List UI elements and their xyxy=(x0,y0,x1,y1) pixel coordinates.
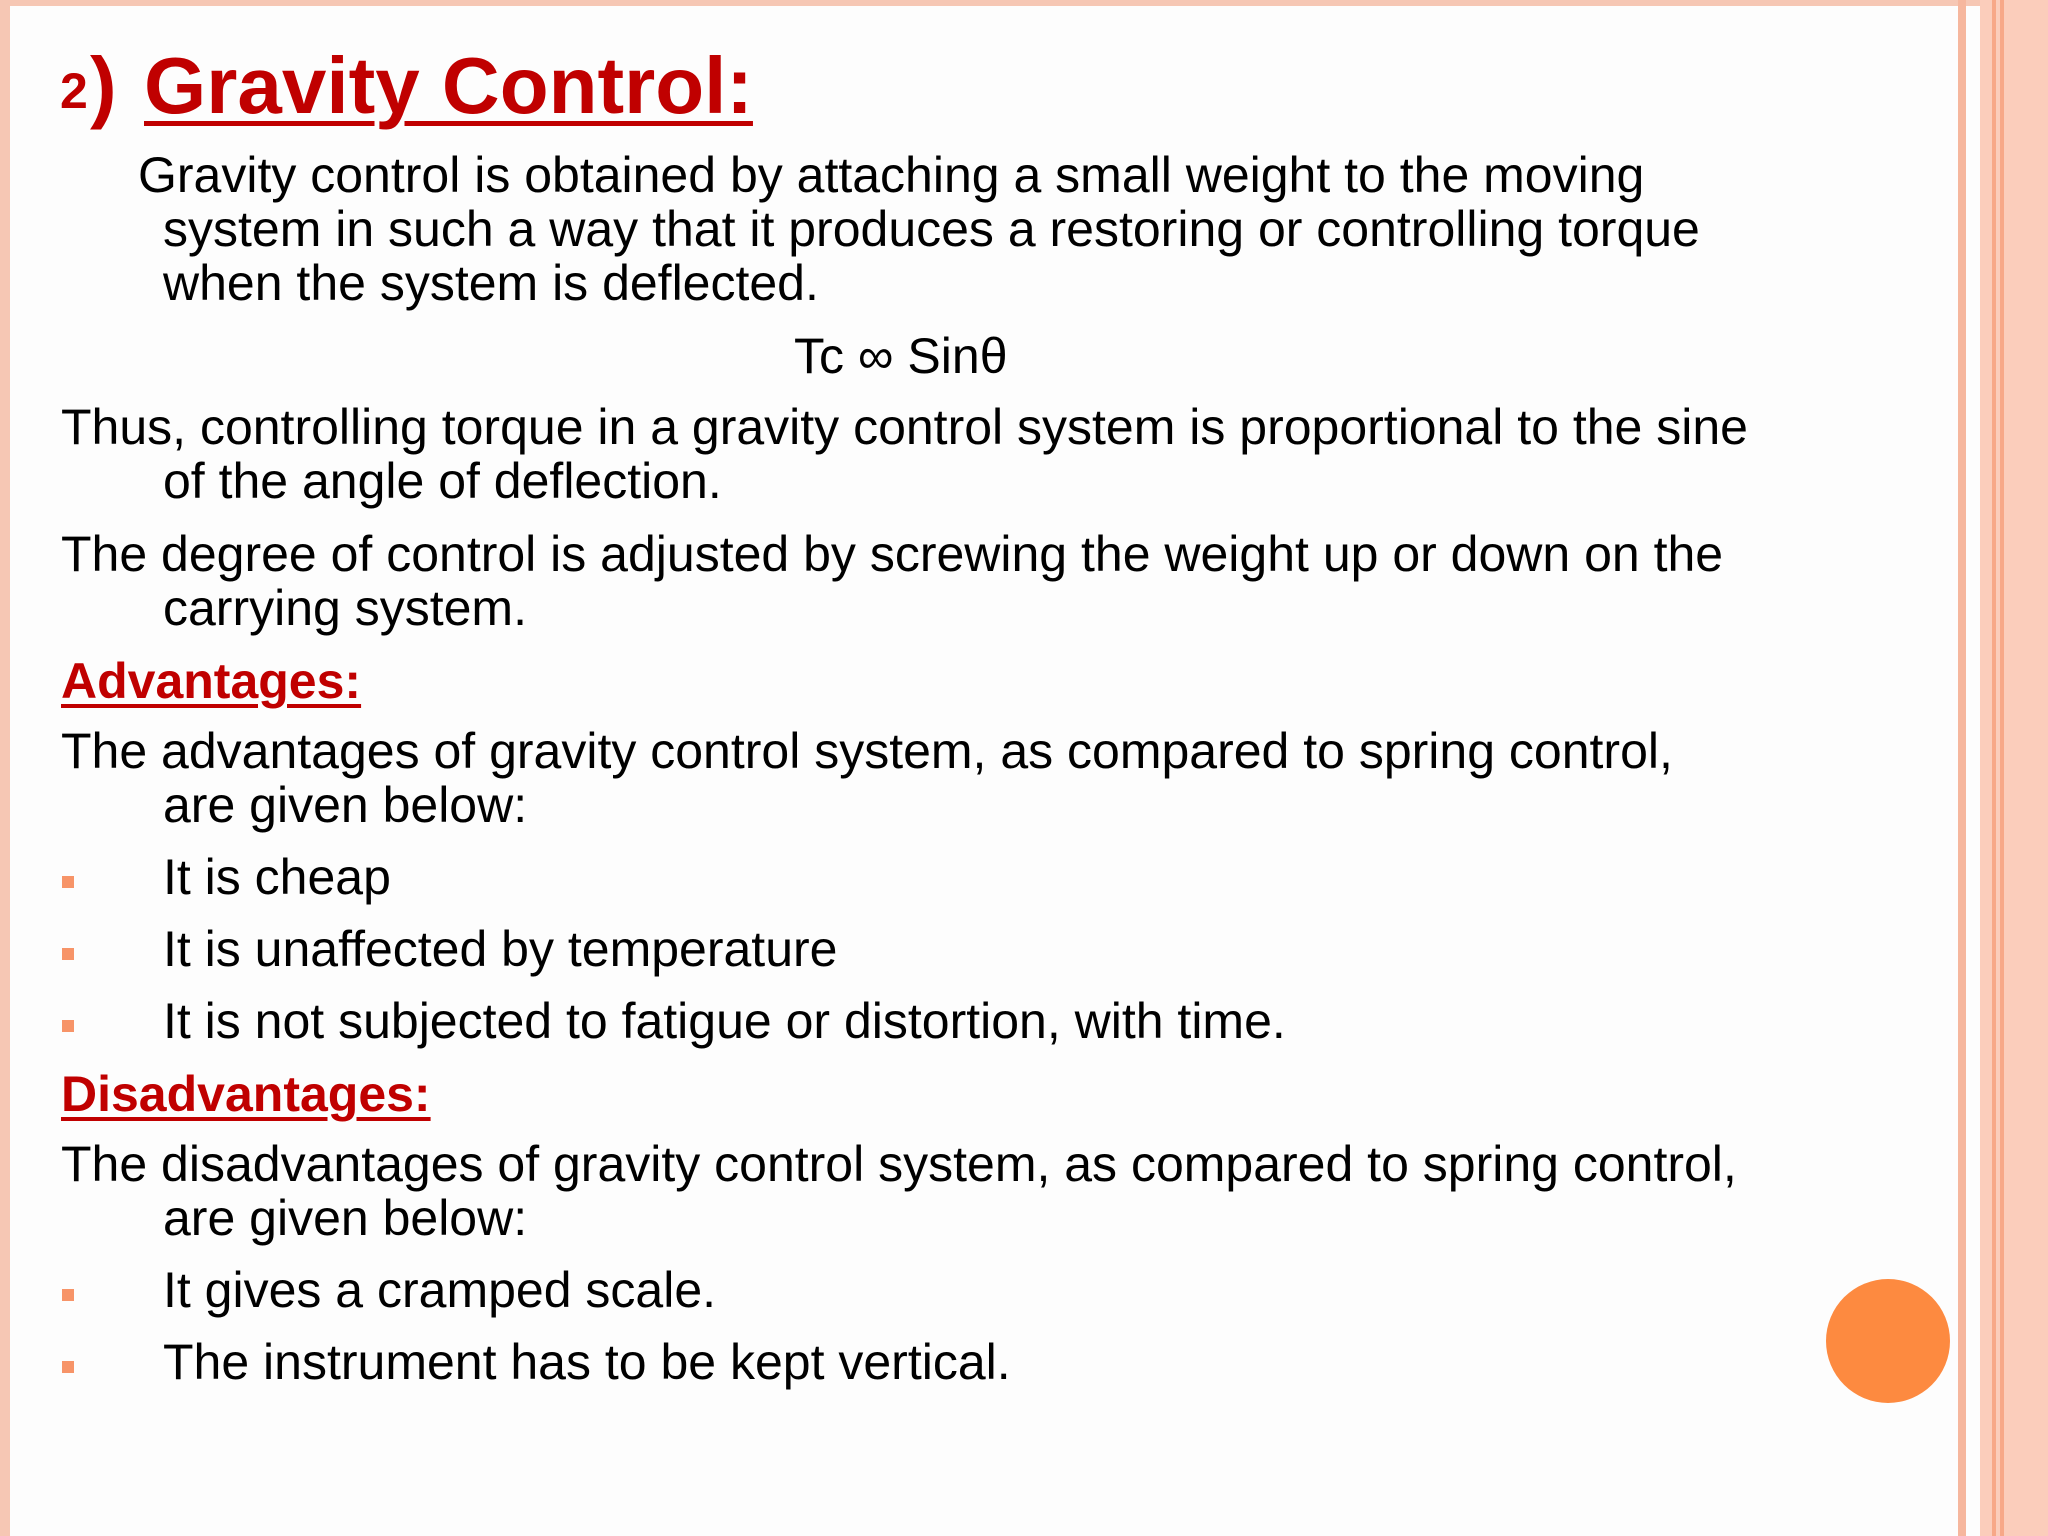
disadvantages-intro-line-1: The disadvantages of gravity control system, as compared to spring control, xyxy=(61,1136,1737,1192)
top-border xyxy=(0,0,2048,6)
thus-line-2: of the angle of deflection. xyxy=(163,453,722,509)
bullet-icon xyxy=(62,1289,74,1301)
right-border-thin xyxy=(1958,0,1966,1536)
disadvantages-intro-line-2: are given below: xyxy=(163,1190,528,1246)
title-number: 2 xyxy=(60,63,88,119)
advantages-intro-line-1: The advantages of gravity control system, as compared to spring control, xyxy=(61,723,1673,779)
advantage-item: It is unaffected by temperature xyxy=(163,921,838,977)
right-border-stripe xyxy=(1992,0,1996,1536)
formula: Tc ∞ Sinθ xyxy=(794,328,1008,384)
advantage-item: It is cheap xyxy=(163,849,391,905)
advantages-heading: Advantages: xyxy=(61,653,362,709)
page-title: Gravity Control: xyxy=(144,41,753,130)
degree-line-1: The degree of control is adjusted by screwing the weight up or down on the xyxy=(61,526,1724,582)
intro-line-1: Gravity control is obtained by attaching a small weight to the moving xyxy=(138,147,1645,203)
thus-line-1: Thus, controlling torque in a gravity control system is proportional to the sine xyxy=(61,399,1748,455)
intro-line-3: when the system is deflected. xyxy=(163,255,819,311)
left-border xyxy=(0,0,10,1536)
disadvantage-item: It gives a cramped scale. xyxy=(163,1262,717,1318)
bullet-icon xyxy=(62,1361,74,1373)
title-paren: ) xyxy=(90,41,117,130)
bullet-icon xyxy=(62,876,74,888)
intro-line-2: system in such a way that it produces a restoring or controlling torque xyxy=(163,201,1700,257)
bullet-icon xyxy=(62,1020,74,1032)
disadvantages-heading: Disadvantages: xyxy=(61,1066,431,1122)
bullet-icon xyxy=(62,948,74,960)
advantage-item: It is not subjected to fatigue or distortion, with time. xyxy=(163,993,1286,1049)
right-border-wide xyxy=(1980,0,2048,1536)
degree-line-2: carrying system. xyxy=(163,580,527,636)
advantages-intro-line-2: are given below: xyxy=(163,777,528,833)
decorative-circle xyxy=(1826,1279,1950,1403)
right-border-stripe xyxy=(2000,0,2004,1536)
disadvantage-item: The instrument has to be kept vertical. xyxy=(163,1334,1011,1390)
